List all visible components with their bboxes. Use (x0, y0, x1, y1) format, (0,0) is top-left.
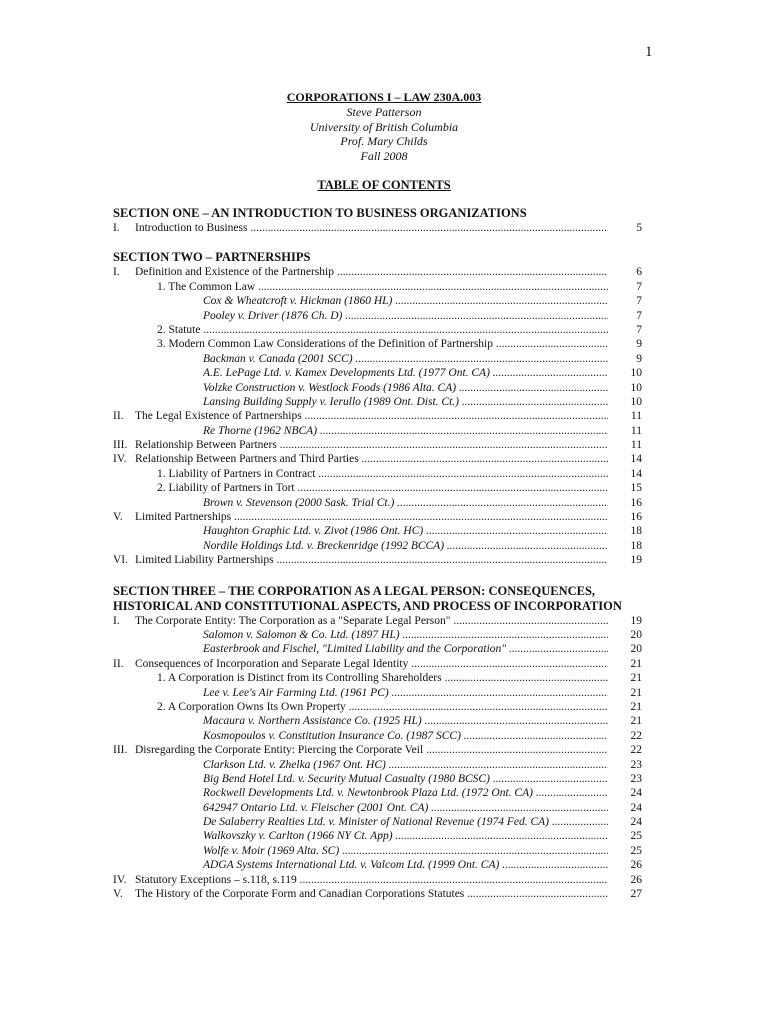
document-header (0, 90, 768, 163)
professor-name: Prof. Mary Childs (340, 134, 428, 148)
toc-title: TABLE OF CONTENTS (317, 178, 451, 192)
entry-page-number: 24 (630, 787, 642, 800)
entry-number: II. (113, 410, 124, 423)
section-heading: SECTION TWO – PARTNERSHIPS (113, 250, 311, 265)
entry-page-number: 20 (630, 643, 642, 656)
entry-title: 1. Liability of Partners in Contract ..... (157, 467, 608, 481)
entry-title: Cox & Wheatcroft v. Hickman (1860 HL) ..... (203, 294, 608, 308)
toc-entry (0, 481, 768, 495)
toc-case-entry (0, 496, 768, 510)
entry-title: De Salaberry Realties Ltd. v. Minister of National Revenue (1974 Fed. CA) ..... (203, 815, 608, 829)
entry-title: Big Bend Hotel Ltd. v. Security Mutual Casualty (1980 BCSC) ..... (203, 772, 608, 786)
entry-page-number: 7 (636, 295, 642, 308)
entry-title: Re Thorne (1962 NBCA) ..... (203, 424, 608, 438)
toc-case-entry (0, 729, 768, 743)
entry-title: Clarkson Ltd. v. Zhelka (1967 Ont. HC) ..... (203, 758, 608, 772)
entry-page-number: 11 (630, 439, 642, 452)
toc-case-entry (0, 714, 768, 728)
entry-page-number: 10 (630, 367, 642, 380)
entry-page-number: 18 (630, 539, 642, 552)
entry-title: 642947 Ontario Ltd. v. Fleischer (2001 Ont. CA) ..... (203, 801, 608, 815)
entry-title: The History of the Corporate Form and Canadian Corporations Statutes ..... (135, 887, 608, 901)
toc-case-entry (0, 801, 768, 815)
entry-page-number: 16 (630, 496, 642, 509)
entry-page-number: 15 (630, 482, 642, 495)
entry-page-number: 9 (636, 352, 642, 365)
author-name: Steve Patterson (346, 105, 422, 119)
toc-entry (0, 221, 768, 235)
entry-page-number: 19 (630, 614, 642, 627)
entry-title: Pooley v. Driver (1876 Ch. D) ..... (203, 309, 608, 323)
toc-case-entry (0, 815, 768, 829)
university-name: University of British Columbia (309, 119, 459, 134)
toc-case-entry (0, 366, 768, 380)
toc-case-entry (0, 829, 768, 843)
page-number: 1 (645, 44, 653, 60)
entry-title: Limited Liability Partnerships ..... (135, 553, 608, 567)
entry-page-number: 25 (630, 844, 642, 857)
entry-title: Rockwell Developments Ltd. v. Newtonbrook Plaza Ltd. (1972 Ont. CA) ..... (203, 786, 608, 800)
entry-title: Definition and Existence of the Partnership ..... (135, 265, 608, 279)
section-heading: SECTION ONE – AN INTRODUCTION TO BUSINESS ORGANIZATIONS (113, 206, 527, 220)
entry-number: I. (113, 222, 120, 234)
entry-title: 2. Statute ..... (157, 323, 608, 337)
entry-title: Walkovszky v. Carlton (1966 NY Ct. App) ..... (203, 829, 608, 843)
toc-entry (0, 280, 768, 294)
entry-title: Haughton Graphic Ltd. v. Zivot (1986 Ont. HC) ..... (203, 524, 608, 538)
entry-page-number: 14 (630, 453, 642, 466)
toc-entry (0, 323, 768, 337)
entry-page-number: 25 (630, 830, 642, 843)
entry-number: I. (113, 614, 120, 627)
toc-entry (0, 409, 768, 423)
entry-page-number: 22 (630, 744, 642, 757)
toc-case-entry (0, 772, 768, 786)
entry-page-number: 23 (630, 772, 642, 785)
entry-page-number: 24 (630, 801, 642, 814)
entry-page-number: 11 (630, 424, 642, 437)
entry-page-number: 18 (630, 525, 642, 538)
toc-case-entry (0, 381, 768, 395)
entry-number: VI. (113, 554, 129, 567)
toc-case-entry (0, 352, 768, 366)
toc-entry (0, 873, 768, 887)
toc-case-entry (0, 686, 768, 700)
entry-page-number: 21 (630, 700, 642, 713)
entry-page-number: 6 (636, 266, 642, 279)
entry-title: ADGA Systems International Ltd. v. Valcom Ltd. (1999 Ont. CA) ..... (203, 858, 608, 872)
entry-title: Macaura v. Northern Assistance Co. (1925 HL) ..... (203, 714, 608, 728)
toc-case-entry (0, 309, 768, 323)
toc-case-entry (0, 539, 768, 553)
entry-page-number: 21 (630, 686, 642, 699)
entry-number: V. (113, 888, 123, 901)
toc-case-entry (0, 628, 768, 642)
entry-page-number: 21 (630, 715, 642, 728)
entry-title: 2. A Corporation Owns Its Own Property ..... (157, 700, 608, 714)
entry-title: Lansing Building Supply v. Ierullo (1989 Ont. Dist. Ct.) ..... (203, 395, 608, 409)
entry-title: Brown v. Stevenson (2000 Sask. Trial Ct.) ..... (203, 496, 608, 510)
entry-page-number: 14 (630, 467, 642, 480)
toc-case-entry (0, 844, 768, 858)
toc-entry (0, 510, 768, 524)
toc-case-entry (0, 786, 768, 800)
entry-number: II. (113, 657, 124, 670)
entry-page-number: 11 (630, 410, 642, 423)
entry-page-number: 22 (630, 729, 642, 742)
entry-title: The Legal Existence of Partnerships ..... (135, 409, 608, 423)
toc-case-entry (0, 294, 768, 308)
entry-number: III. (113, 744, 128, 757)
entry-title: Wolfe v. Moir (1969 Alta. SC) ..... (203, 844, 608, 858)
entry-page-number: 5 (636, 222, 642, 234)
entry-title: 3. Modern Common Law Considerations of the Definition of Partnership ..... (157, 337, 608, 351)
entry-title: Easterbrook and Fischel, "Limited Liability and the Corporation" ..... (203, 642, 608, 656)
entry-number: I. (113, 266, 120, 279)
entry-page-number: 26 (630, 873, 642, 886)
entry-title: Salomon v. Salomon & Co. Ltd. (1897 HL) ..... (203, 628, 608, 642)
entry-number: V. (113, 511, 123, 524)
entry-page-number: 23 (630, 758, 642, 771)
entry-title: Backman v. Canada (2001 SCC) ..... (203, 352, 608, 366)
toc-entry (0, 743, 768, 757)
entry-page-number: 19 (630, 554, 642, 567)
entry-title: Volzke Construction v. Westlock Foods (1986 Alta. CA) ..... (203, 381, 608, 395)
entry-page-number: 7 (636, 309, 642, 322)
entry-title: 2. Liability of Partners in Tort ..... (157, 481, 608, 495)
entry-title: Relationship Between Partners and Third Parties ..... (135, 452, 608, 466)
entry-page-number: 7 (636, 323, 642, 336)
entry-title: Disregarding the Corporate Entity: Piercing the Corporate Veil ..... (135, 743, 608, 757)
toc-entry (0, 657, 768, 671)
section-spacer (0, 235, 768, 250)
toc-entry (0, 337, 768, 351)
entry-page-number: 10 (630, 381, 642, 394)
entry-title: 1. The Common Law ..... (157, 280, 608, 294)
entry-number: IV. (113, 453, 127, 466)
section-spacer (0, 568, 768, 584)
entry-title: Statutory Exceptions – s.118, s.119 ..... (135, 873, 608, 887)
toc-entry (0, 467, 768, 481)
entry-page-number: 9 (636, 338, 642, 351)
entry-title: Consequences of Incorporation and Separate Legal Identity ..... (135, 657, 608, 671)
course-title: CORPORATIONS I – LAW 230A.003 (286, 90, 482, 104)
entry-title: A.E. LePage Ltd. v. Kamex Developments Ltd. (1977 Ont. CA) ..... (203, 366, 608, 380)
toc-entry (0, 438, 768, 452)
entry-page-number: 24 (630, 816, 642, 829)
toc-case-entry (0, 758, 768, 772)
entry-page-number: 27 (630, 888, 642, 901)
toc-case-entry (0, 395, 768, 409)
toc-entry (0, 700, 768, 714)
entry-page-number: 26 (630, 859, 642, 872)
toc-entry (0, 265, 768, 279)
entry-page-number: 21 (630, 672, 642, 685)
entry-title: Nordile Holdings Ltd. v. Breckenridge (1992 BCCA) ..... (203, 539, 608, 553)
term: Fall 2008 (360, 148, 408, 163)
toc-case-entry (0, 642, 768, 656)
entry-number: III. (113, 439, 128, 452)
toc-entry (0, 614, 768, 628)
entry-title: Kosmopoulos v. Constitution Insurance Co. (1987 SCC) ..... (203, 729, 608, 743)
entry-title: Introduction to Business ..... (135, 221, 608, 235)
entry-page-number: 21 (630, 657, 642, 670)
entry-page-number: 20 (630, 628, 642, 641)
entry-title: Relationship Between Partners ..... (135, 438, 608, 452)
entry-title: Limited Partnerships ..... (135, 510, 608, 524)
entry-title: 1. A Corporation is Distinct from its Controlling Shareholders ..... (157, 671, 608, 685)
toc-entry (0, 452, 768, 466)
entry-page-number: 10 (630, 395, 642, 408)
toc-entry (0, 671, 768, 685)
section-heading: SECTION THREE – THE CORPORATION AS A LEGAL PERSON: CONSEQUENCES, HISTORICAL AND CONSTITUTIONAL ASPECTS, AND PROCESS OF INCORPORATION (113, 583, 622, 613)
entry-title: Lee v. Lee's Air Farming Ltd. (1961 PC) ..... (203, 686, 608, 700)
toc-case-entry (0, 424, 768, 438)
table-of-contents (0, 206, 768, 901)
entry-page-number: 7 (636, 280, 642, 293)
entry-page-number: 16 (630, 511, 642, 524)
entry-title: The Corporate Entity: The Corporation as a "Separate Legal Person" ..... (135, 614, 608, 628)
toc-entry (0, 887, 768, 901)
entry-number: IV. (113, 873, 127, 886)
toc-case-entry (0, 524, 768, 538)
toc-case-entry (0, 858, 768, 872)
toc-entry (0, 553, 768, 567)
